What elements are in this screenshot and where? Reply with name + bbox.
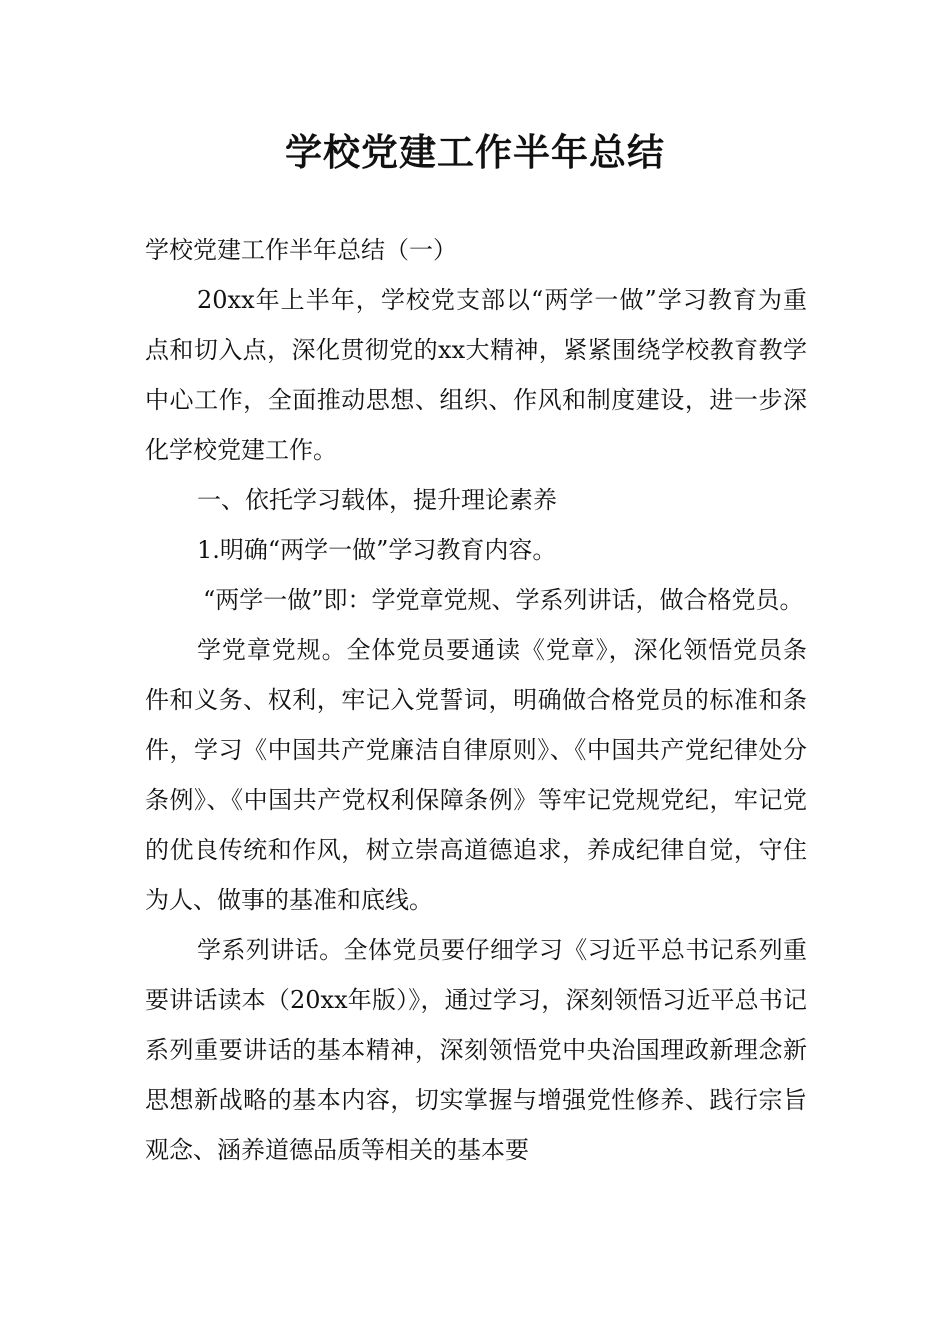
paragraph-definition: “两学一做”即：学党章党规、学系列讲话，做合格党员。 [203, 586, 804, 614]
section-subtitle: 学校党建工作半年总结（一） [145, 236, 457, 264]
paragraph-speeches: 学系列讲话。全体党员要仔细学习《习近平总书记系列重要讲话读本（20xx年版）》，通过学习，深刻领悟习近平总书记系列重要讲话的基本精神，深刻领悟党中央治国理政新理念新思想新战略的基本内容，切实掌握与增强党性修养、践行宗旨观念、涵养道德品质等相关的基本要 [145, 936, 807, 1164]
paragraph-intro: 20xx年上半年，学校党支部以“两学一做”学习教育为重点和切入点，深化贯彻党的xx大精神，紧紧围绕学校教育教学中心工作，全面推动思想、组织、作风和制度建设，进一步深化学校党建工作。 [145, 286, 807, 464]
paragraph-party-rules: 学党章党规。全体党员要通读《党章》，深化领悟党员条件和义务、权利，牢记入党誓词，明确做合格党员的标准和条件，学习《中国共产党廉洁自律原则》、《中国共产党纪律处分条例》、《中国共产党权利保障条例》等牢记党规党纪，牢记党的优良传统和作风，树立崇高道德追求，养成纪律自觉，守住为人、做事的基准和底线。 [145, 636, 807, 914]
section-heading-1: 一、依托学习载体，提升理论素养 [197, 486, 557, 514]
document-body [145, 225, 807, 1175]
document-title: 学校党建工作半年总结 [285, 130, 665, 174]
subsection-heading-1-1: 1.明确“两学一做”学习教育内容。 [197, 536, 557, 564]
